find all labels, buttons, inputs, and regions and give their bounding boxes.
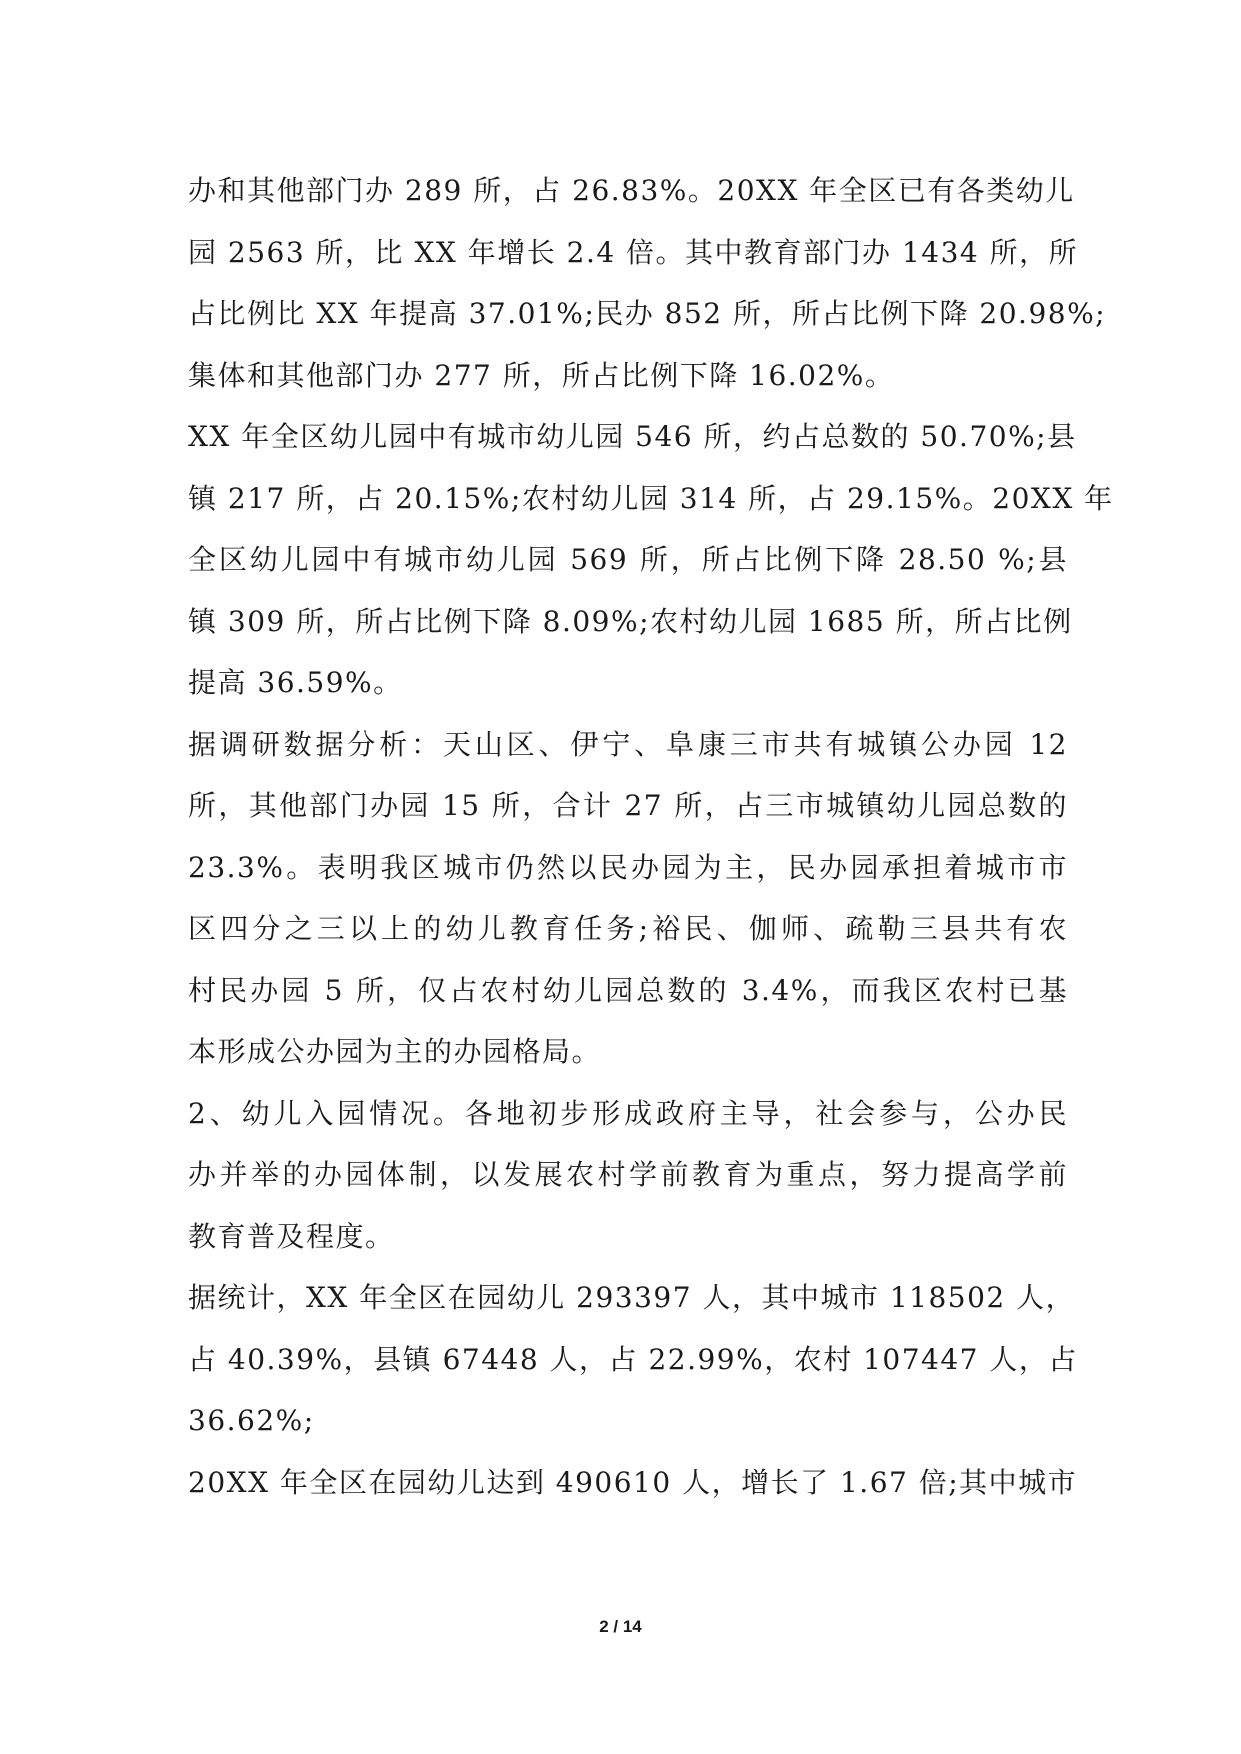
text-line-12: 23.3%。表明我区城市仍然以民办园为主，民办园承担着城市市: [188, 850, 1068, 884]
text-line-4: 集体和其他部门办 277 所，所占比例下降 16.02%。: [188, 358, 895, 392]
body-text: [188, 160, 1114, 1513]
text-line-10: 据调研数据分析：天山区、伊宁、阜康三市共有城镇公办园 12: [188, 727, 1068, 761]
text-line-11: 所，其他部门办园 15 所，合计 27 所，占三市城镇幼儿园总数的: [188, 789, 1068, 822]
text-line-17: 办并举的办园体制，以发展农村学前教育为重点，努力提高学前: [188, 1158, 1068, 1191]
page-number: 2 / 14: [599, 1617, 642, 1636]
text-line-3: 占比例比 XX 年提高 37.01%;民办 852 所，所占比例下降 20.98%;: [188, 297, 1107, 330]
text-line-16: 2、幼儿入园情况。各地初步形成政府主导，社会参与，公办民: [188, 1096, 1068, 1130]
text-line-7: 全区幼儿园中有城市幼儿园 569 所，所占比例下降 28.50 %;县: [188, 543, 1068, 576]
text-line-19: 据统计，XX 年全区在园幼儿 293397 人，其中城市 118502 人，: [188, 1281, 1076, 1314]
text-line-2: 园 2563 所，比 XX 年增长 2.4 倍。其中教育部门办 1434 所，所: [188, 235, 1079, 269]
text-line-8: 镇 309 所，所占比例下降 8.09%;农村幼儿园 1685 所，所占比例: [188, 604, 1073, 638]
text-line-9: 提高 36.59%。: [188, 666, 403, 699]
text-line-6: 镇 217 所，占 20.15%;农村幼儿园 314 所，占 29.15%。20XX 年: [188, 481, 1114, 515]
text-line-21: 36.62%;: [188, 1404, 315, 1437]
text-line-20: 占 40.39%，县镇 67448 人，占 22.99%，农村 107447 人，占: [188, 1342, 1078, 1376]
text-line-13: 区四分之三以上的幼儿教育任务;裕民、伽师、疏勒三县共有农: [188, 912, 1068, 945]
text-line-18: 教育普及程度。: [188, 1219, 395, 1253]
text-line-5: XX 年全区幼儿园中有城市幼儿园 546 所，约占总数的 50.70%;县: [188, 420, 1077, 453]
text-line-14: 村民办园 5 所，仅占农村幼儿园总数的 3.4%，而我区农村已基: [188, 973, 1068, 1007]
text-line-22: 20XX 年全区在园幼儿达到 490610 人，增长了 1.67 倍;其中城市: [188, 1465, 1078, 1499]
text-line-15: 本形成公办园为主的办园格局。: [188, 1035, 602, 1068]
text-line-1: 办和其他部门办 289 所，占 26.83%。20XX 年全区已有各类幼儿: [188, 174, 1075, 207]
